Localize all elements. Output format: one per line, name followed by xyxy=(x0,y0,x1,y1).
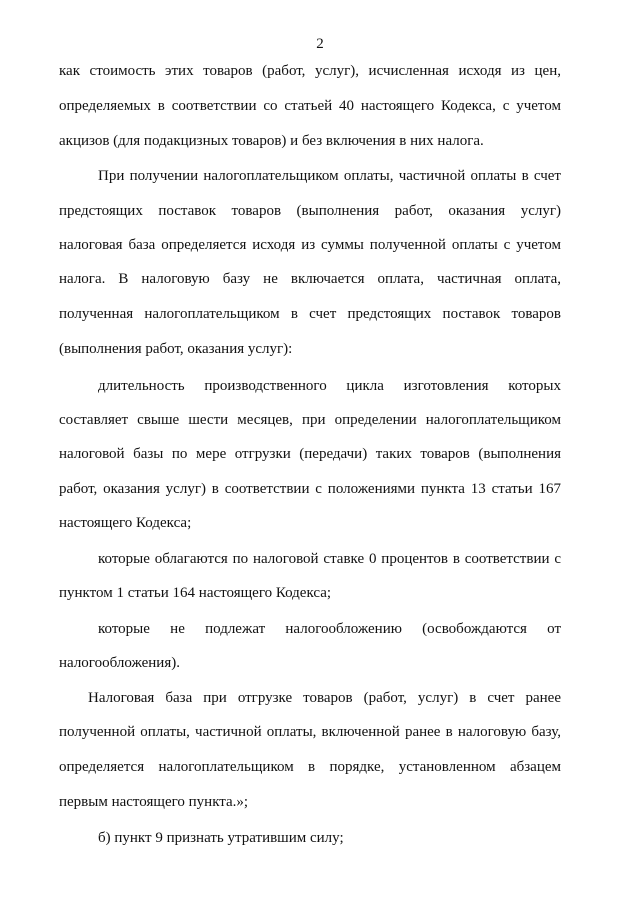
text-line: налога. В налоговую базу не включается оплата, частичная оплата, xyxy=(59,271,561,287)
text-line: (выполнения работ, оказания услуг): xyxy=(59,341,293,357)
text-line: налоговой базы по мере отгрузки (передачи) таких товаров (выполнения xyxy=(59,446,561,462)
text-line: определяемых в соответствии со статьей 40 настоящего Кодекса, с учетом xyxy=(59,98,561,114)
text-line: акцизов (для подакцизных товаров) и без включения в них налога. xyxy=(59,133,484,149)
text-line: предстоящих поставок товаров (выполнения работ, оказания услуг) xyxy=(59,203,561,219)
text-line: налоговая база определяется исходя из суммы полученной оплаты с учетом xyxy=(59,237,561,253)
text-line: б) пункт 9 признать утратившим силу; xyxy=(98,830,344,846)
text-line: налогообложения). xyxy=(59,655,180,671)
text-line: первым настоящего пункта.»; xyxy=(59,794,249,810)
text-line: пунктом 1 статьи 164 настоящего Кодекса; xyxy=(59,585,332,601)
text-line: работ, оказания услуг) в соответствии с положениями пункта 13 статьи 167 xyxy=(59,481,561,497)
text-line: Налоговая база при отгрузке товаров (работ, услуг) в счет ранее xyxy=(88,690,561,706)
text-line: полученной оплаты, частичной оплаты, включенной ранее в налоговую базу, xyxy=(59,724,561,740)
text-line: как стоимость этих товаров (работ, услуг), исчисленная исходя из цен, xyxy=(59,63,561,79)
text-line: полученная налогоплательщиком в счет предстоящих поставок товаров xyxy=(59,306,561,322)
text-line: длительность производственного цикла изготовления которых xyxy=(98,378,561,394)
text-line: которые не подлежат налогообложению (освобождаются от xyxy=(98,621,561,637)
text-line: определяется налогоплательщиком в порядке, установленном абзацем xyxy=(59,759,561,775)
text-line: При получении налогоплательщиком оплаты, частичной оплаты в счет xyxy=(98,168,561,184)
text-line: настоящего Кодекса; xyxy=(59,515,192,531)
text-line: составляет свыше шести месяцев, при определении налогоплательщиком xyxy=(59,412,561,428)
page-number: 2 xyxy=(316,36,324,52)
text-line: которые облагаются по налоговой ставке 0 процентов в соответствии с xyxy=(98,551,561,567)
